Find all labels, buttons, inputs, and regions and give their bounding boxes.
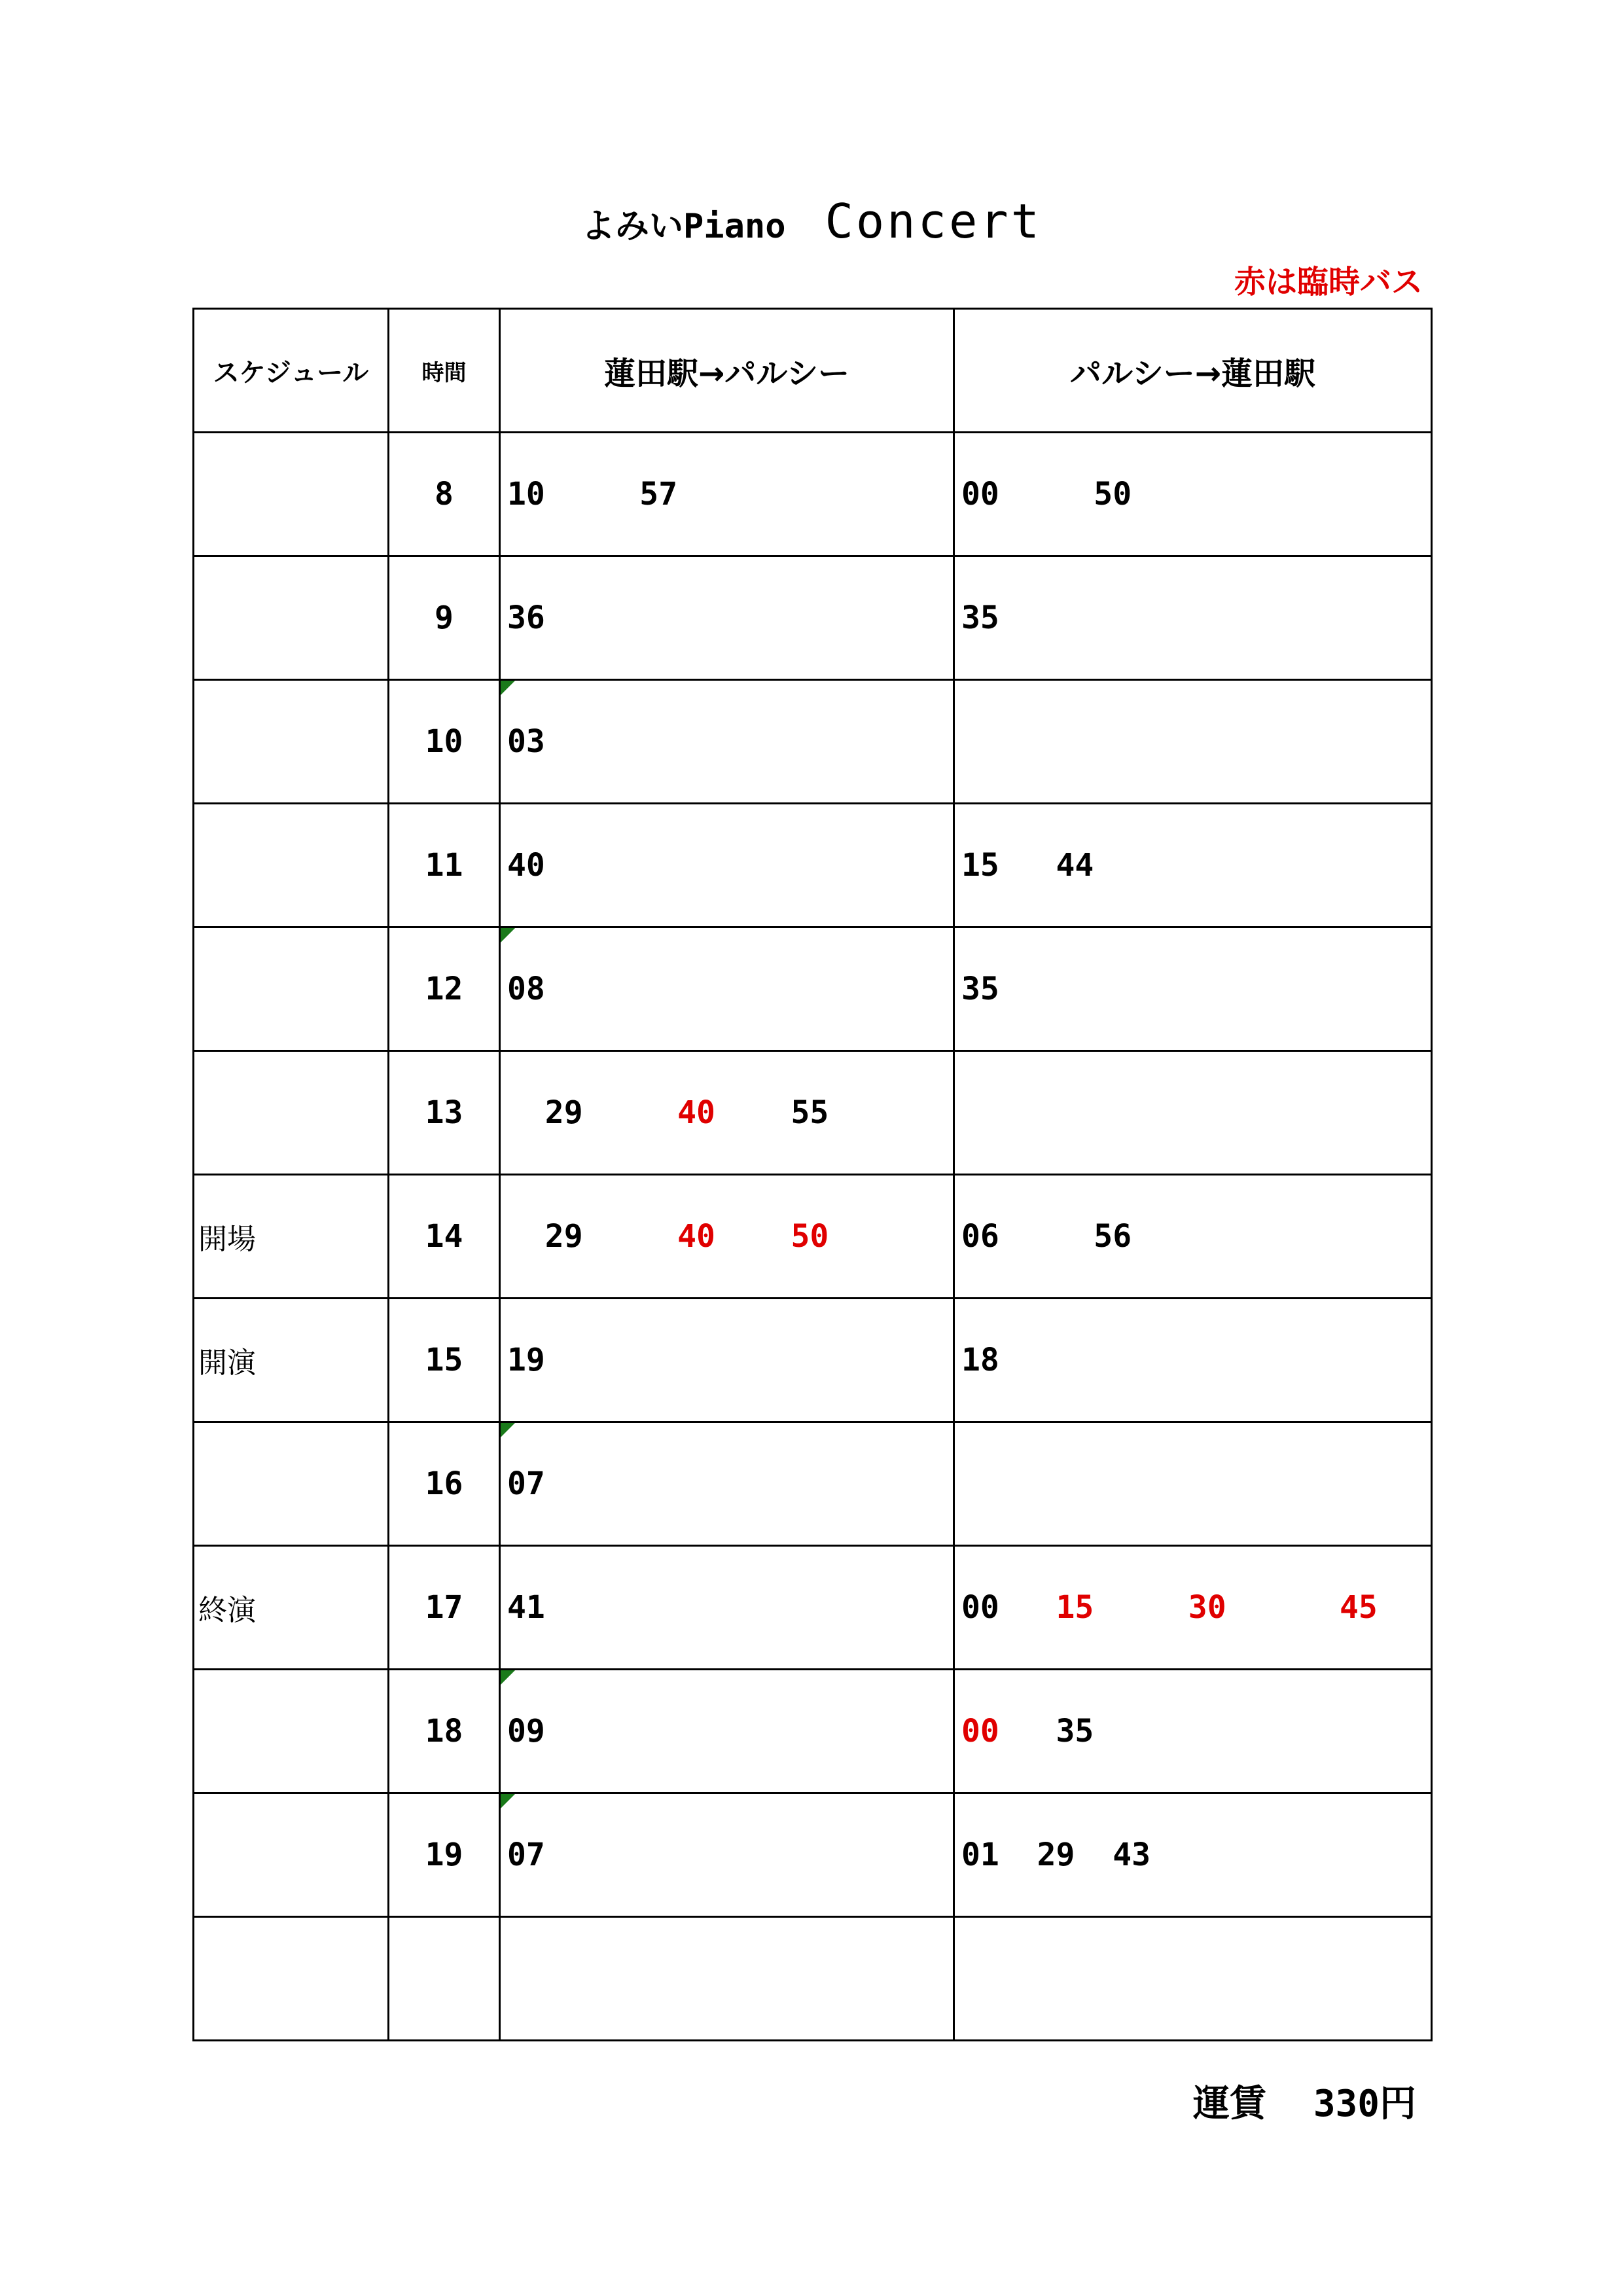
- to-palsea-cell: [500, 804, 954, 927]
- departure-time: 29: [1037, 1837, 1075, 1873]
- to-station-cell: [954, 1917, 1432, 2041]
- table-row: [194, 1670, 1432, 1793]
- schedule-cell: [194, 804, 389, 927]
- document-title: [0, 194, 1623, 249]
- hour-cell: 10: [389, 680, 500, 804]
- to-station-cell: [954, 927, 1432, 1051]
- fare: [1193, 2075, 1416, 2127]
- schedule-cell: 終演: [194, 1546, 389, 1670]
- to-palsea-cell: [500, 433, 954, 556]
- comment-indicator-icon: [501, 1423, 515, 1437]
- to-station-cell: [954, 556, 1432, 680]
- header-row: [194, 309, 1432, 433]
- comment-indicator-icon: [501, 928, 515, 942]
- schedule-cell: [194, 433, 389, 556]
- table-row: [194, 1051, 1432, 1175]
- to-palsea-cell: [500, 1175, 954, 1299]
- departure-time: 40: [677, 1094, 715, 1131]
- departure-time: 55: [791, 1094, 829, 1131]
- departure-time: 00: [961, 1589, 999, 1626]
- comment-indicator-icon: [501, 681, 515, 695]
- departure-time: 06: [961, 1218, 999, 1255]
- schedule-cell: [194, 1051, 389, 1175]
- departure-time: 00: [961, 476, 999, 512]
- to-station-cell: [954, 804, 1432, 927]
- departure-time: 30: [1188, 1589, 1226, 1626]
- to-station-cell: [954, 1051, 1432, 1175]
- hour-cell: 17: [389, 1546, 500, 1670]
- timetable: [192, 308, 1433, 2041]
- hour-cell: 8: [389, 433, 500, 556]
- departure-time: 41: [507, 1589, 545, 1626]
- title-sub: Concert: [825, 194, 1042, 249]
- table-row: [194, 433, 1432, 556]
- departure-time: 35: [961, 600, 999, 636]
- departure-time: 45: [1339, 1589, 1378, 1626]
- to-palsea-cell: [500, 680, 954, 804]
- to-palsea-cell: [500, 1793, 954, 1917]
- table-row: [194, 804, 1432, 927]
- departure-time: 00: [961, 1713, 999, 1749]
- table-row: [194, 1546, 1432, 1670]
- fare-amount: 330円: [1313, 2083, 1416, 2125]
- comment-indicator-icon: [501, 1670, 515, 1685]
- header-to-station: パルシー→蓮田駅: [954, 309, 1432, 433]
- departure-time: 01: [961, 1837, 999, 1873]
- table-row: [194, 680, 1432, 804]
- departure-time: 07: [507, 1837, 545, 1873]
- to-palsea-cell: [500, 927, 954, 1051]
- departure-time: 43: [1113, 1837, 1150, 1873]
- to-station-cell: [954, 1175, 1432, 1299]
- header-schedule: スケジュール: [194, 309, 389, 433]
- departure-time: 35: [961, 971, 999, 1007]
- departure-time: 44: [1056, 847, 1094, 884]
- schedule-cell: [194, 1793, 389, 1917]
- departure-time: 50: [1094, 476, 1132, 512]
- departure-time: 56: [1094, 1218, 1132, 1255]
- departure-time: 19: [507, 1342, 545, 1378]
- schedule-cell: [194, 680, 389, 804]
- header-hour: 時間: [389, 309, 500, 433]
- to-palsea-cell: [500, 1051, 954, 1175]
- departure-time: 08: [507, 971, 545, 1007]
- to-palsea-cell: [500, 1299, 954, 1422]
- departure-time: 57: [639, 476, 678, 512]
- to-station-cell: [954, 433, 1432, 556]
- departure-time: 10: [507, 476, 545, 512]
- departure-time: 18: [961, 1342, 999, 1378]
- table-row: [194, 1422, 1432, 1546]
- fare-label: 運賃: [1192, 2083, 1266, 2125]
- schedule-cell: [194, 1670, 389, 1793]
- departure-time: 15: [1056, 1589, 1094, 1626]
- departure-time: 36: [507, 600, 545, 636]
- hour-cell: 11: [389, 804, 500, 927]
- header-to-palsea: 蓮田駅→パルシー: [500, 309, 954, 433]
- departure-time: 09: [507, 1713, 545, 1749]
- to-palsea-cell: [500, 1422, 954, 1546]
- table-row: [194, 556, 1432, 680]
- temporary-bus-note: 赤は臨時バス: [1234, 264, 1423, 300]
- table-row: [194, 1175, 1432, 1299]
- to-station-cell: [954, 1793, 1432, 1917]
- to-palsea-cell: [500, 1546, 954, 1670]
- to-palsea-cell: [500, 556, 954, 680]
- schedule-cell: [194, 1422, 389, 1546]
- to-station-cell: [954, 1422, 1432, 1546]
- hour-cell: 16: [389, 1422, 500, 1546]
- to-station-cell: [954, 1299, 1432, 1422]
- hour-cell: 18: [389, 1670, 500, 1793]
- table-row: [194, 1793, 1432, 1917]
- to-palsea-cell: [500, 1917, 954, 2041]
- title-main: よみいPiano: [581, 207, 786, 246]
- hour-cell: 15: [389, 1299, 500, 1422]
- schedule-cell: [194, 1917, 389, 2041]
- schedule-cell: 開場: [194, 1175, 389, 1299]
- hour-cell: 9: [389, 556, 500, 680]
- departure-time: 40: [677, 1218, 715, 1255]
- to-station-cell: [954, 680, 1432, 804]
- departure-time: 29: [544, 1218, 583, 1255]
- hour-cell: [389, 1917, 500, 2041]
- departure-time: 29: [544, 1094, 583, 1131]
- schedule-cell: [194, 556, 389, 680]
- to-station-cell: [954, 1670, 1432, 1793]
- departure-time: 35: [1056, 1713, 1094, 1749]
- departure-time: 07: [507, 1465, 545, 1502]
- hour-cell: 14: [389, 1175, 500, 1299]
- hour-cell: 13: [389, 1051, 500, 1175]
- departure-time: 15: [961, 847, 999, 884]
- departure-time: 40: [507, 847, 545, 884]
- to-palsea-cell: [500, 1670, 954, 1793]
- table-row: [194, 1299, 1432, 1422]
- comment-indicator-icon: [501, 1794, 515, 1808]
- table-row: [194, 1917, 1432, 2041]
- departure-time: 03: [507, 723, 545, 760]
- schedule-cell: [194, 927, 389, 1051]
- to-station-cell: [954, 1546, 1432, 1670]
- departure-time: 50: [791, 1218, 829, 1255]
- hour-cell: 12: [389, 927, 500, 1051]
- table-row: [194, 927, 1432, 1051]
- hour-cell: 19: [389, 1793, 500, 1917]
- schedule-cell: 開演: [194, 1299, 389, 1422]
